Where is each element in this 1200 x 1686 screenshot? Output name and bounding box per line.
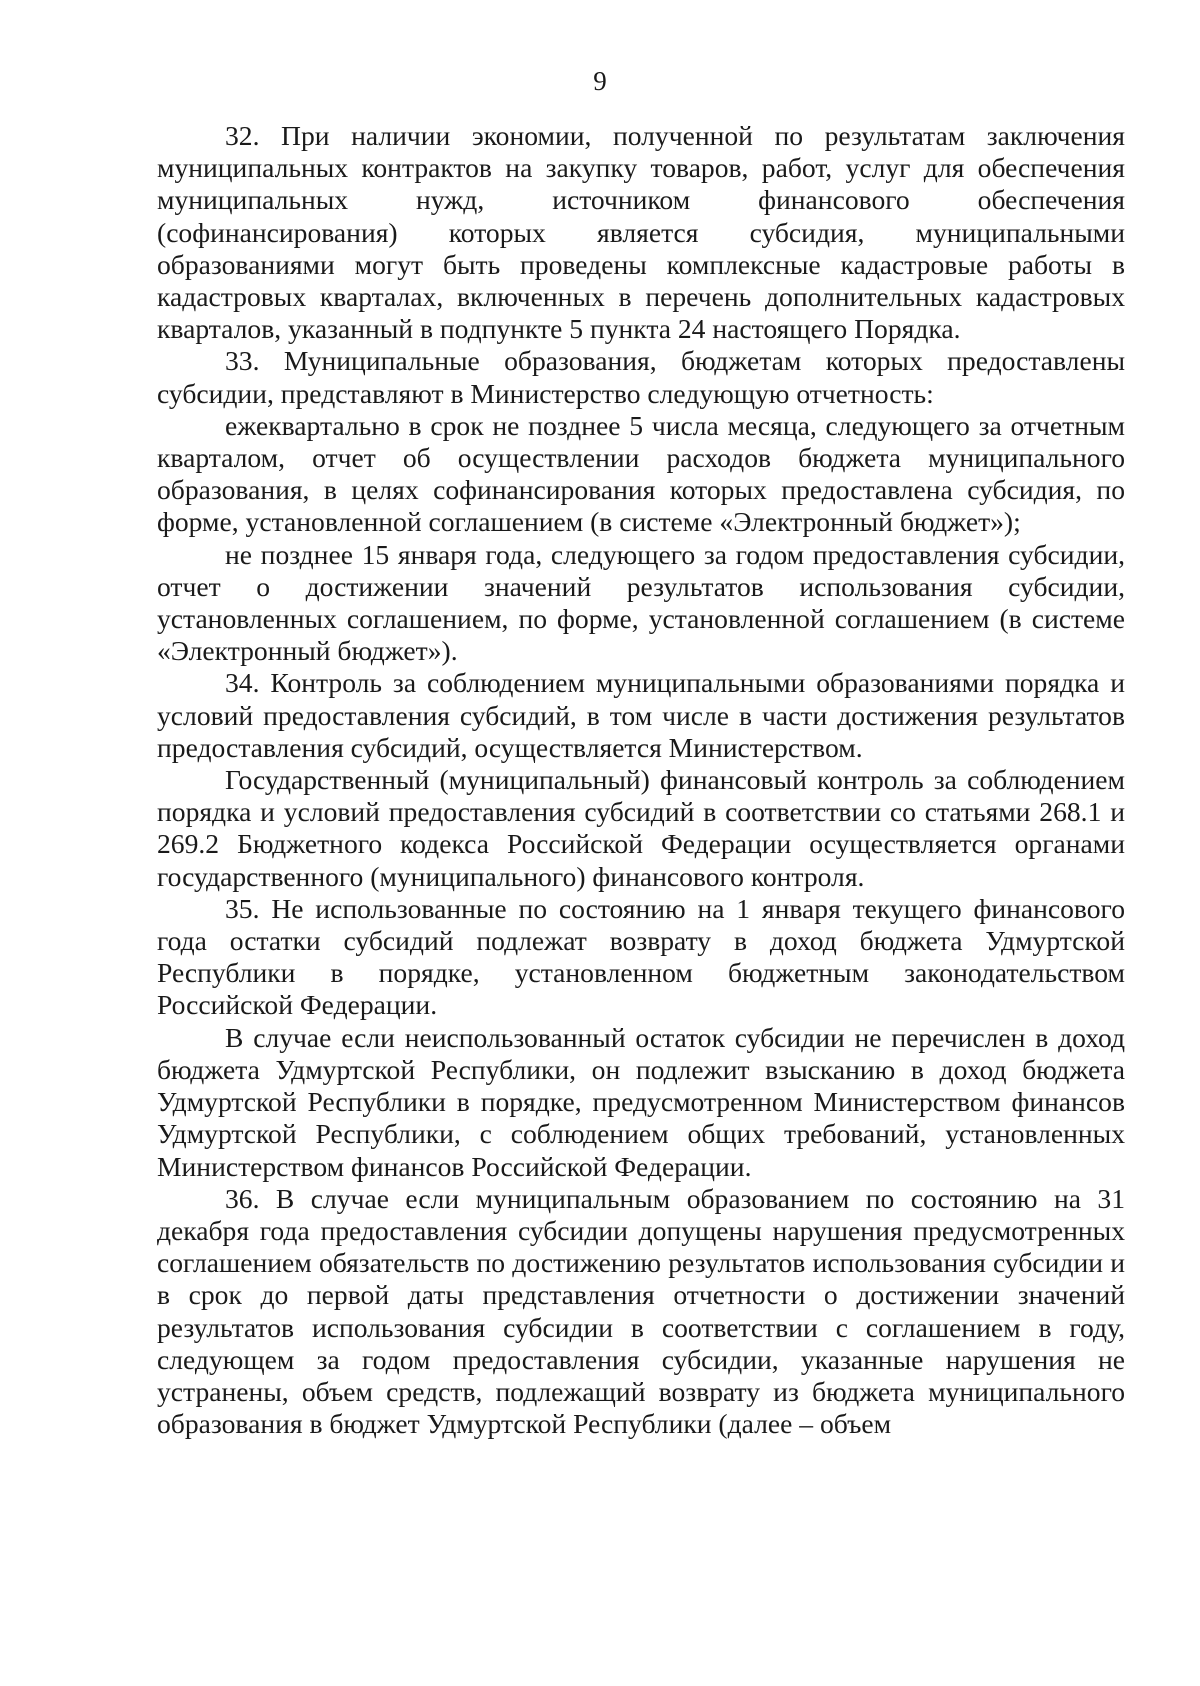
paragraph-32: 32. При наличии экономии, полученной по результатам заключения муниципальных контрактов на закупку товаров, работ, услуг для обеспечения муниципальных нужд, источником финансового обеспечения (софинансирования) которых является субсидия, муниципальными образованиями могут быть проведены комплексные кадастровые работы в кадастровых кварталах, включенных в перечень дополнительных кадастровых кварталов, указанный в подпункте 5 пункта 24 настоящего Порядка. <box>157 120 1125 345</box>
page-number: 9 <box>593 66 607 96</box>
paragraph-34-financial-control: Государственный (муниципальный) финансовый контроль за соблюдением порядка и условий предоставления субсидий в соответствии со статьями 268.1 и 269.2 Бюджетного кодекса Российской Федерации осуществляется органами государственного (муниципального) финансового контроля. <box>157 764 1125 892</box>
paragraph-33: 33. Муниципальные образования, бюджетам которых предоставлены субсидии, представляют в Министерство следующую отчетность: <box>157 345 1125 409</box>
paragraph-33-annual-report: не позднее 15 января года, следующего за годом предоставления субсидии, отчет о достижении значений результатов использования субсидии, установленных соглашением, по форме, установленной соглашением (в системе «Электронный бюджет»). <box>157 538 1125 667</box>
document-body <box>157 120 1125 1440</box>
paragraph-33-quarterly-report: ежеквартально в срок не позднее 5 числа месяца, следующего за отчетным кварталом, отчет об осуществлении расходов бюджета муниципального образования, в целях софинансирования которых предоставлена субсидия, по форме, установленной соглашением (в системе «Электронный бюджет»); <box>157 409 1125 538</box>
paragraph-35-recovery: В случае если неиспользованный остаток субсидии не перечислен в доход бюджета Удмуртской Республики, он подлежит взысканию в доход бюджета Удмуртской Республики в порядке, предусмотренном Министерством финансов Удмуртской Республики, с соблюдением общих требований, установленных Министерством финансов Российской Федерации. <box>157 1021 1125 1182</box>
paragraph-35: 35. Не использованные по состоянию на 1 января текущего финансового года остатки субсидий подлежат возврату в доход бюджета Удмуртской Республики в порядке, установленном бюджетным законодательством Российской Федерации. <box>157 892 1125 1021</box>
paragraph-36: 36. В случае если муниципальным образованием по состоянию на 31 декабря года предоставления субсидии допущены нарушения предусмотренных соглашением обязательств по достижению результатов использования субсидии и в срок до первой даты представления отчетности о достижении значений результатов использования субсидии в соответствии с соглашением в году, следующем за годом предоставления субсидии, указанные нарушения не устранены, объем средств, подлежащий возврату из бюджета муниципального образования в бюджет Удмуртской Республики (далее – объем <box>157 1182 1125 1440</box>
paragraph-34: 34. Контроль за соблюдением муниципальными образованиями порядка и условий предоставления субсидий, в том числе в части достижения результатов предоставления субсидий, осуществляется Министерством. <box>157 667 1125 763</box>
